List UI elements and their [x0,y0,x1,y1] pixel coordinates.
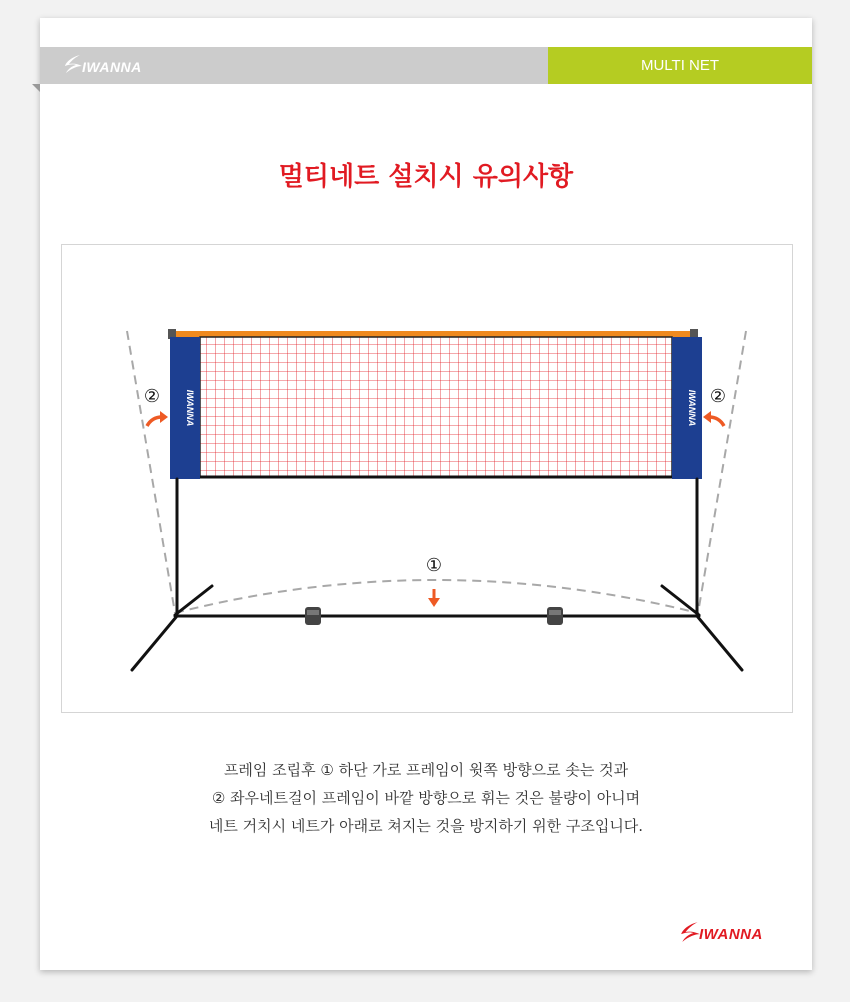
caption-line-1: 프레임 조립후 ① 하단 가로 프레임이 윗쪽 방향으로 솟는 것과 [223,761,629,779]
net-illustration [62,245,792,712]
right-side-panel [672,337,702,479]
product-label: MULTI NET [548,47,812,84]
caption-line-2: ② 좌우네트걸이 프레임이 바깥 방향으로 휘는 것은 불량이 아니며 [211,789,641,807]
page-title: 멀티네트 설치시 유의사항 [278,162,574,192]
top-band [170,331,697,337]
curved-arrow-left-icon [147,411,168,426]
product-sheet [40,18,812,970]
frame-clamp-left [305,607,321,625]
header-fold [32,84,40,92]
curved-arrow-right-icon [703,411,724,426]
frame-clamp-right [547,607,563,625]
left-panel-logo: IWANNA [185,389,195,427]
caption-text [40,756,812,840]
caption-line-3: 네트 거치시 네트가 아래로 쳐지는 것을 방지하기 위한 구조입니다. [208,817,644,835]
down-arrow-icon [428,589,440,607]
header-logo-text: IWANNA [82,59,142,75]
net-mesh [170,337,702,477]
marker-1-label: ① [425,555,443,576]
net-diagram [61,244,793,713]
footer-logo-text: IWANNA [699,926,763,943]
header-brand-logo [62,53,142,75]
left-side-panel [170,337,200,479]
marker-2-left-label: ② [143,386,161,407]
header-left-band [40,47,548,84]
marker-2-right-label: ② [709,386,727,407]
footer-brand-logo [678,920,763,944]
swoosh-icon [62,53,84,75]
header-bar [40,47,812,84]
right-panel-logo: IWANNA [687,389,697,427]
